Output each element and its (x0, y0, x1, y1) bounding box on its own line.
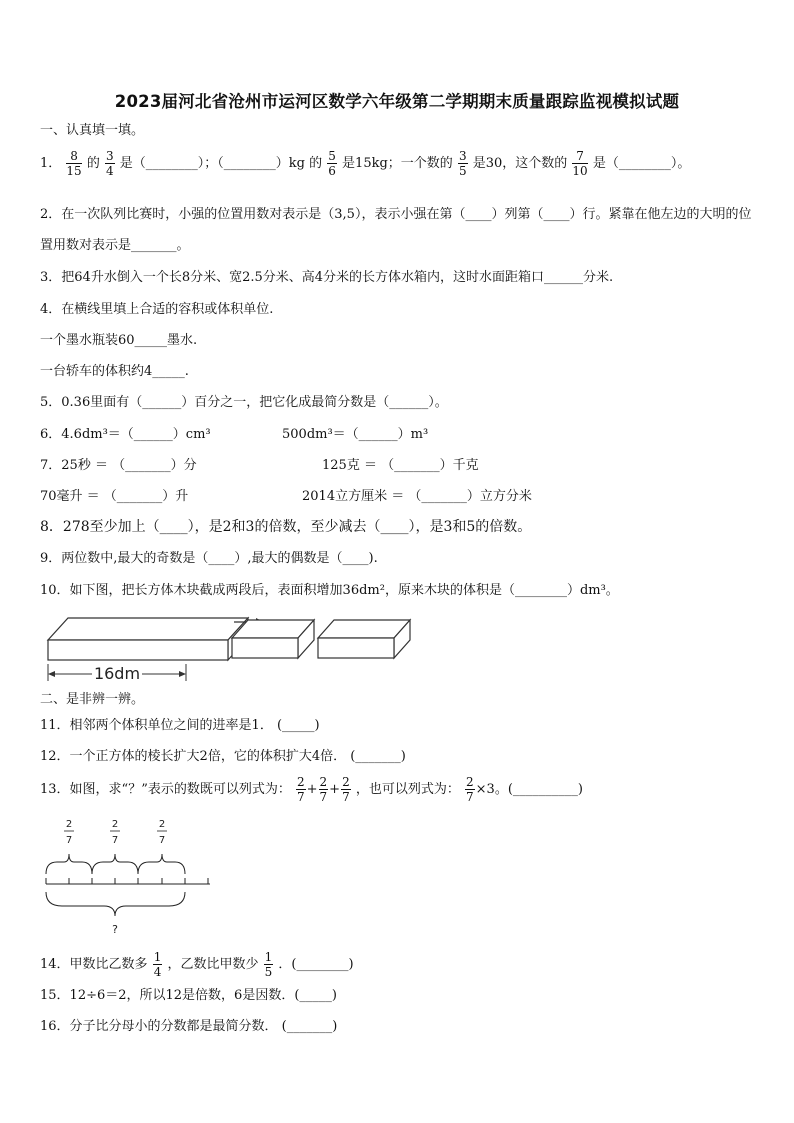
question-7b: 125克 ＝ （_______）千克 (322, 458, 479, 473)
question-16: 16．分子比分母小的分数都是最简分数． (_______) (40, 1019, 338, 1034)
number-line-figure (40, 816, 220, 938)
question-mark-label: ? (112, 923, 118, 936)
question-13: 13．如图，求“？”表示的数既可以列式为： $\frac{2}{7}$ + $\frac{2}{7}$ + $\frac{2}{7}$ ，也可以列式为： $\frac{2}{7}$ ×3。(__________) (40, 775, 583, 804)
dim-label: 16dm (93, 664, 141, 683)
q13-text-2: ，也可以列式为： (355, 782, 460, 797)
q13-text-1: 13．如图，求“？”表示的数既可以列式为： (40, 782, 291, 797)
q13-fraction-2: $\frac{2}{7}$ (319, 775, 328, 804)
q1-text-5: 是（________）。 (592, 156, 691, 171)
q14-fraction-2: $\frac{1}{5}$ (264, 950, 273, 979)
q1-text-2: 是（________）；（________）kg 的 (119, 156, 323, 171)
q1-fraction-b: $\frac{3}{4}$ (106, 149, 114, 178)
q1-fraction-d: $\frac{3}{5}$ (458, 149, 467, 178)
label-1-den: 7 (65, 835, 73, 846)
question-2: 2．在一次队列比赛时，小强的位置用数对表示是（3,5），表示小强在第（____）列第（____）行。紧靠在他左边的大明的位置用数对表示是_______。 (40, 207, 752, 253)
q14-fraction-1: $\frac{1}{4}$ (153, 950, 162, 979)
piece-1-front (232, 638, 298, 658)
question-8: 8．278至少加上（____），是2和3的倍数，至少减去（____），是3和5的倍数。 (40, 519, 532, 535)
piece-2-front (318, 638, 394, 658)
q13-fraction-1: $\frac{2}{7}$ (296, 775, 305, 804)
wood-block-figure (40, 608, 420, 684)
question-4: 4．在横线里填上合适的容积或体积单位. (40, 302, 274, 317)
section-2-heading: 二、是非辨一辨。 (40, 692, 145, 707)
dim-arrow-left (48, 671, 55, 677)
q1-number: 1． (40, 156, 62, 171)
q14-text-3: ．(________) (278, 957, 354, 972)
label-2-den: 7 (111, 835, 119, 846)
q14-text-2: ，乙数比甲数少 (167, 957, 259, 972)
q1-fraction-a: $\frac{8}{15}$ (66, 149, 82, 178)
brace-top-1 (46, 854, 92, 874)
page-title: 2023届河北省沧州市运河区数学六年级第二学期期末质量跟踪监视模拟试题 (114, 92, 680, 111)
question-10: 10．如下图，把长方体木块截成两段后，表面积增加36dm²，原来木块的体积是（________）dm³。 (40, 583, 619, 598)
q13-fraction-4: $\frac{2}{7}$ (466, 775, 474, 804)
question-15: 15．12÷6＝2，所以12是倍数，6是因数．(_____) (40, 988, 337, 1003)
question-7c: 70毫升 ＝ （_______）升 (40, 489, 189, 504)
question-6b: 500dm³＝（______）m³ (282, 427, 429, 442)
brace-bottom (46, 892, 185, 916)
label-3-den: 7 (158, 835, 166, 846)
question-9: 9．两位数中,最大的奇数是（____）,最大的偶数是（____). (40, 551, 378, 566)
question-7d: 2014立方厘米 ＝ （_______）立方分米 (302, 489, 532, 504)
q1-fraction-c: $\frac{5}{6}$ (328, 149, 336, 178)
question-12: 12．一个正方体的棱长扩大2倍，它的体积扩大4倍． (_______) (40, 749, 406, 764)
question-5: 5．0.36里面有（______）百分之一，把它化成最简分数是（______）。 (40, 395, 448, 410)
q1-text-4: 是30，这个数的 (472, 156, 568, 171)
q13-text-3: ×3。(__________) (475, 782, 583, 797)
q1-fraction-e: $\frac{7}{10}$ (572, 149, 588, 178)
label-1-num: 2 (65, 819, 73, 830)
question-6a: 6．4.6dm³＝（______）cm³ (40, 427, 211, 442)
q1-text-1: 的 (86, 156, 100, 171)
question-14 (40, 951, 354, 978)
question-1 (40, 150, 690, 177)
question-4a: 一个墨水瓶装60_____墨水. (40, 333, 198, 348)
brace-top-3 (138, 854, 185, 874)
label-3-num: 2 (158, 819, 166, 830)
q13-fraction-3: $\frac{2}{7}$ (342, 775, 350, 804)
brace-top-2 (92, 854, 138, 874)
long-block-front (48, 640, 228, 660)
question-11: 11．相邻两个体积单位之间的进率是1． (_____) (40, 718, 320, 733)
q1-text-3: 是15kg；一个数的 (342, 156, 453, 171)
q14-text-1: 14．甲数比乙数多 (40, 957, 148, 972)
question-7a: 7．25秒 ＝ （_______）分 (40, 458, 197, 473)
question-4b: 一台轿车的体积约4_____. (40, 364, 189, 379)
dim-arrow-right (179, 671, 186, 677)
question-3: 3．把64升水倒入一个长8分米、宽2.5分米、高4分米的长方体水箱内，这时水面距箱口______分米. (40, 270, 614, 285)
long-block-top (48, 618, 248, 640)
label-2-num: 2 (111, 819, 119, 830)
section-1-heading: 一、认真填一填。 (40, 123, 145, 138)
